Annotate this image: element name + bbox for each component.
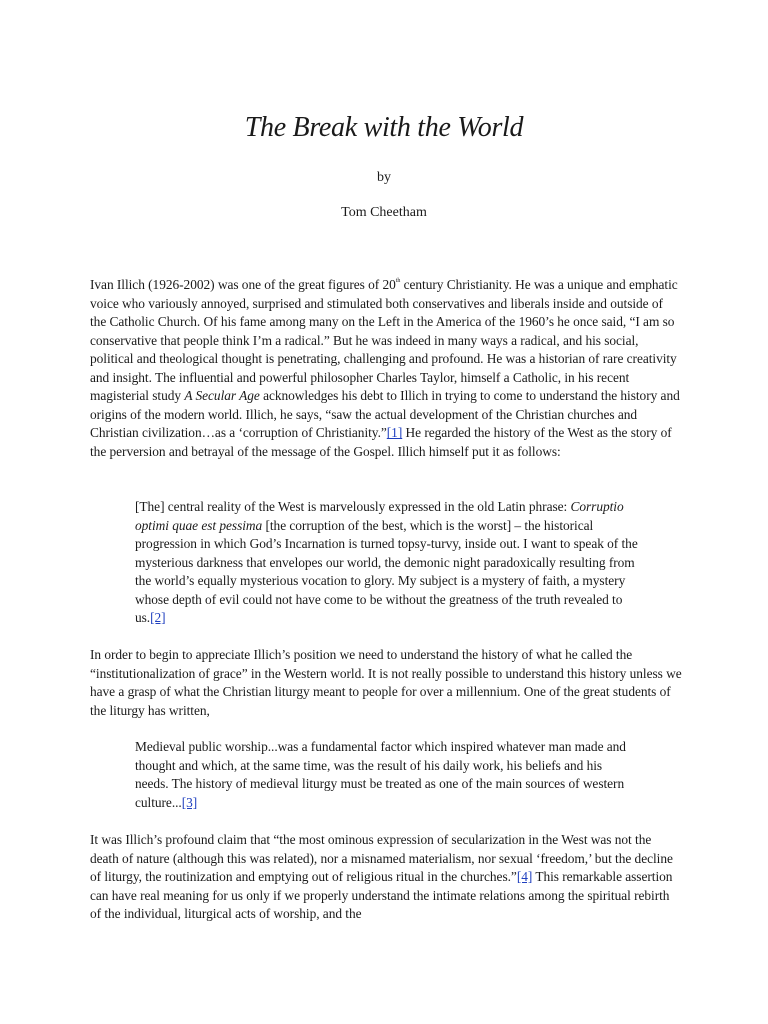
block-quote-illich [135,498,640,628]
text-run: In order to begin to appreciate Illich’s position we need to understand the history of what he called the “institutionalization of grace” in the Western world. It is not really possible to understand this history unless we have a grasp of what the Christian liturgy meant to people for over a millennium. One of the great students of the liturgy has written, [90,647,682,718]
text-run: [the corruption of the best, which is the worst] – the historical progression in which God’s Incarnation is turned topsy-turvy, inside out. I want to speak of the mysterious darkness that envelopes our world, the demonic night paradoxically resulting from the world’s equally mysterious vocation to glory. My subject is a mystery of faith, a mystery whose depth of evil could not have come to be without the greatness of the truth revealed to us. [135,517,638,626]
text-run: It was Illich’s profound claim that “the most ominous expression of secularization in the West was not the death of nature (although this was related), nor a misnamed materialism, nor sexual ‘freedom,’ but the decline of liturgy, the routinization and emptying out of religious ritual in the churches.” [90,832,673,885]
book-title-italic: A Secular Age [184,388,260,404]
text-run: acknowledges his debt to Illich in trying to come to understand the history and origins of the modern world. Illich, he says, “saw the actual development of the Christian churches and Christian civilization…as a ‘corruption of Christianity.” [90,388,680,441]
paragraph-liturgy [90,646,682,720]
footnote-link-2[interactable]: [2] [150,610,166,626]
ordinal-superscript: th [395,278,401,284]
author-name: Tom Cheetham [341,205,427,220]
document-title: The Break with the World [244,112,524,143]
text-run: [The] central reality of the West is marvelously expressed in the old Latin phrase: [135,499,571,514]
byline: by [377,170,391,185]
footnote-link-3[interactable]: [3] [181,794,198,810]
footnote-link-4[interactable]: [4] [516,869,533,885]
text-run: He regarded the history of the West as the story of the perversion and betrayal of the message of the Gospel. Illich himself put it as follows: [90,425,672,459]
text-run: Medieval public worship...was a fundamental factor which inspired whatever man made and thought and which, at the same time, was the result of his daily work, his beliefs and his needs. The history of medieval liturgy must be treated as one of the main sources of western culture... [135,739,626,810]
text-run: Ivan Illich (1926-2002) was one of the great figures of 20 [90,277,396,292]
footnote-link-1[interactable]: [1] [386,425,403,441]
latin-phrase-italic: Corruptio optimi quae est pessima [135,499,624,533]
paragraph-secularization [90,831,682,924]
text-run: century Christianity. He was a unique and emphatic voice who variously annoyed, surprised and stimulated both conservatives and liberals inside and outside of the Catholic Church. Of his fame among many on the Left in the America of the 1960’s he once said, “I am so conservative that people think I’m a radical.” But he was indeed in many ways a radical, and his social, political and theological thought is penetrating, challenging and profound. He was a historian of rare creativity and insight. The influential and powerful philosopher Charles Taylor, himself a Catholic, in his recent magisterial study [90,277,678,404]
paragraph-intro [90,276,682,461]
text-run: This remarkable assertion can have real meaning for us only if we properly understand the intimate relations among the spiritual rebirth of the individual, liturgical acts of worship, and the [90,869,673,922]
block-quote-liturgy [135,738,635,812]
